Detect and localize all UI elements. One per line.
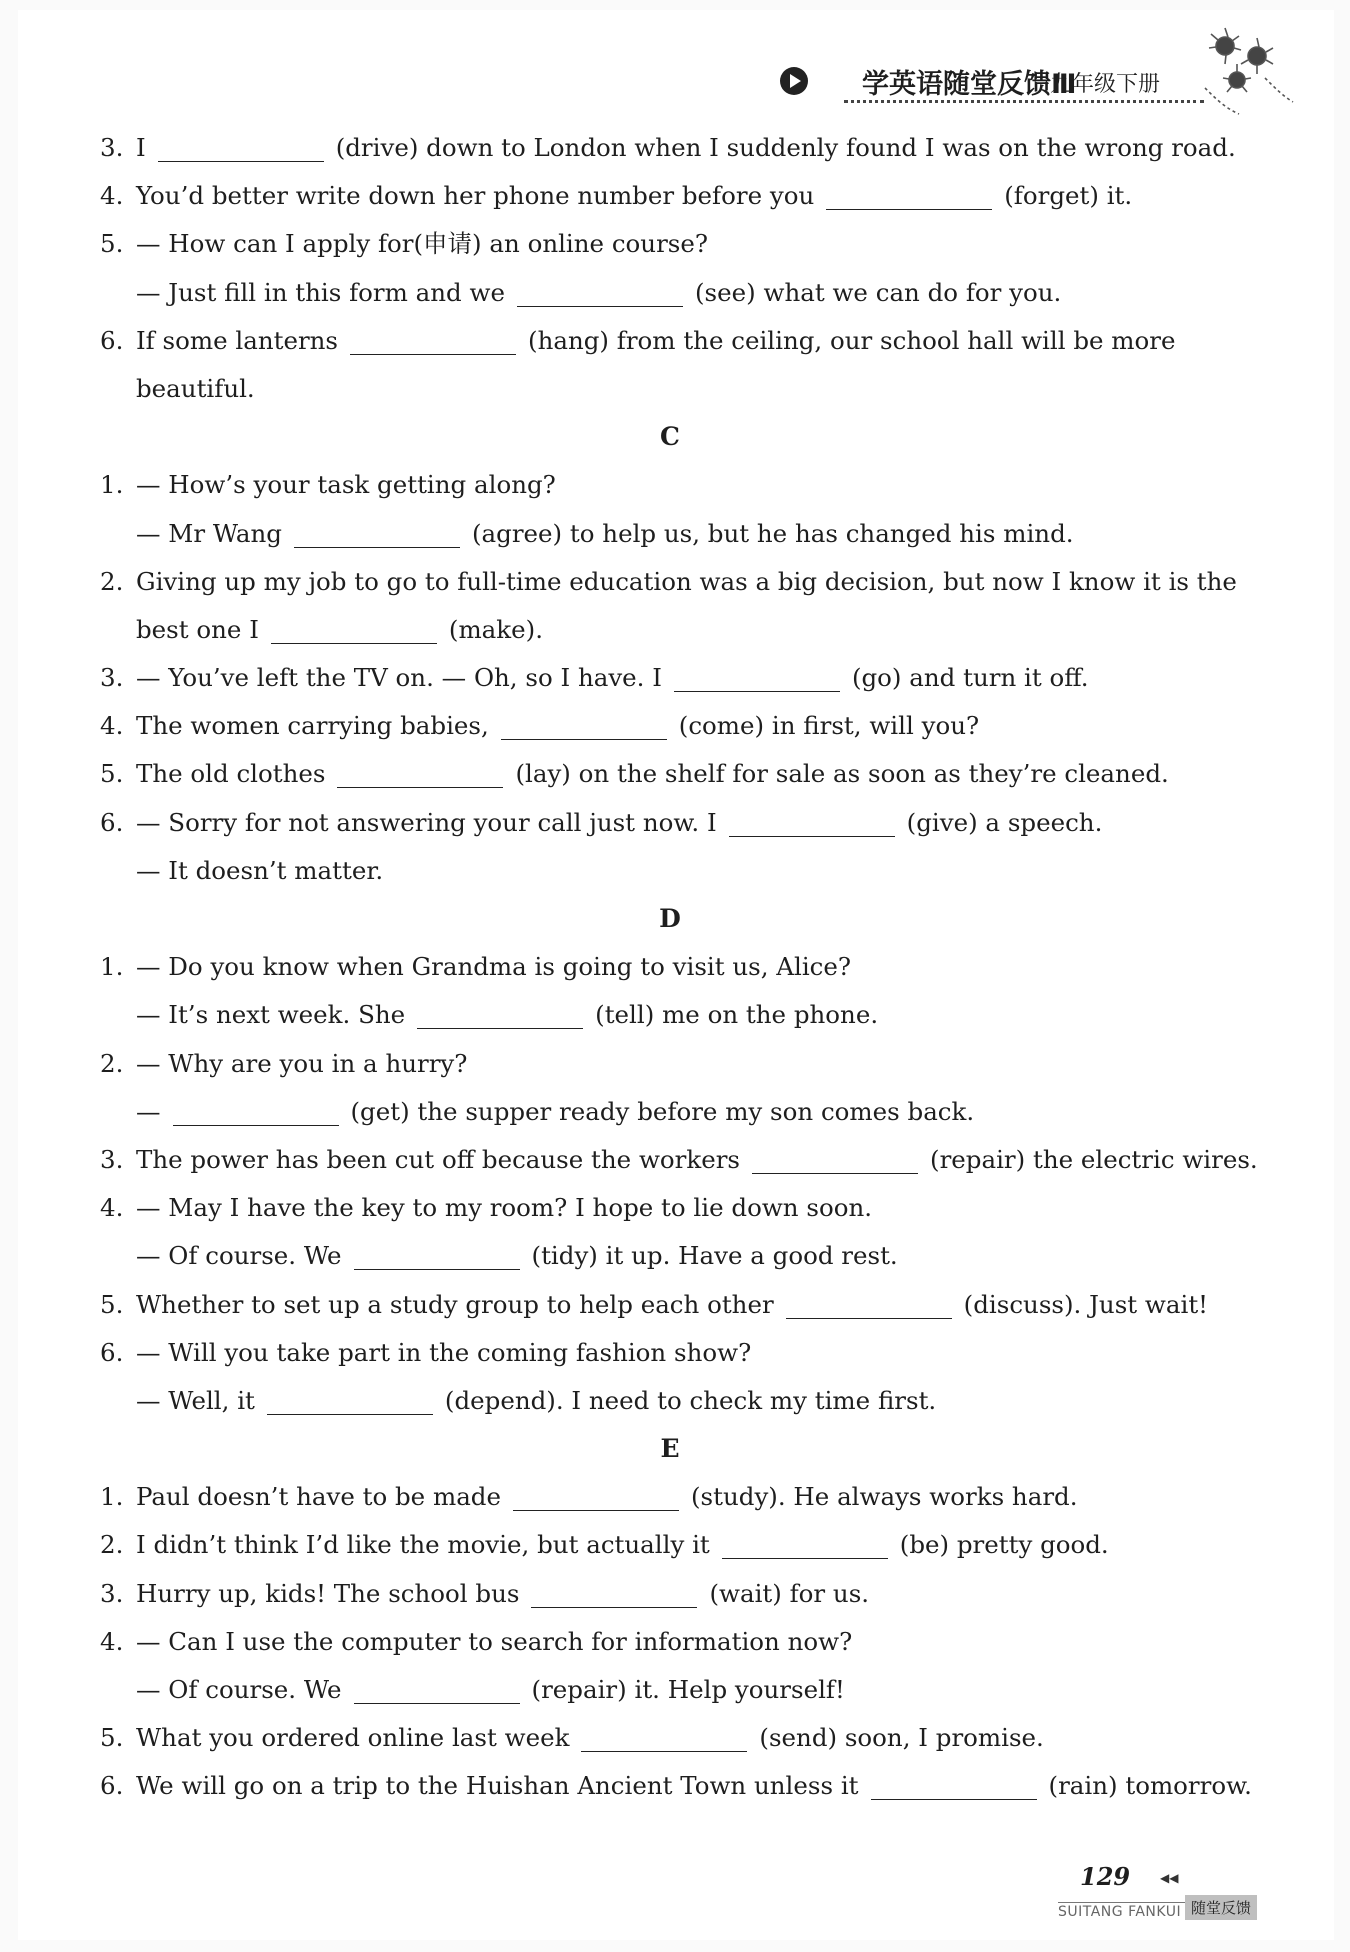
exercise-item-continuation xyxy=(100,1377,1240,1425)
answer-blank[interactable] xyxy=(674,671,840,692)
exercise-item-continuation xyxy=(100,269,1240,317)
answer-blank[interactable] xyxy=(350,334,516,355)
item-text-after-blank: (make). xyxy=(448,614,543,644)
item-number: 4. xyxy=(100,181,124,211)
page-number: 129 xyxy=(1080,1862,1131,1891)
item-number: 3. xyxy=(100,133,124,162)
item-text: — Just fill in this form and we xyxy=(136,277,505,307)
item-text-after-blank: (drive) down to London when I suddenly found I was on the wrong road. xyxy=(335,133,1236,162)
exercise-sections xyxy=(100,413,1258,1810)
answer-blank[interactable] xyxy=(354,1683,520,1704)
exercise-content xyxy=(100,124,1258,1811)
answer-blank[interactable] xyxy=(294,527,460,548)
item-number: 1. xyxy=(100,1482,124,1512)
item-text: — Of course. We xyxy=(136,1675,342,1704)
section-label: C xyxy=(660,422,680,452)
item-text: Giving up my job to go to full-time education was a big decision, but now I know it is the xyxy=(136,566,1237,596)
answer-blank[interactable] xyxy=(417,1008,583,1029)
exercise-item xyxy=(100,1136,1258,1184)
item-text-after-blank: (tell) me on the phone. xyxy=(595,1000,879,1030)
item-text: — It doesn’t matter. xyxy=(136,855,384,885)
exercise-item-continuation xyxy=(100,991,1240,1039)
item-text-after-blank: (rain) tomorrow. xyxy=(1048,1771,1252,1801)
item-number: 6. xyxy=(100,1771,124,1801)
item-text-after-blank: (discuss). Just wait! xyxy=(963,1289,1209,1319)
item-text: — Can I use the computer to search for information now? xyxy=(136,1626,853,1656)
item-text-after-blank: (hang) from the ceiling, our school hall will be more xyxy=(528,325,1176,355)
footer-pinyin: SUITANG FANKUI xyxy=(1058,1904,1182,1920)
item-text-after-blank: (go) and turn it off. xyxy=(851,663,1089,693)
exercise-item xyxy=(100,172,1240,220)
item-text-after-blank: (study). He always works hard. xyxy=(691,1482,1078,1512)
item-text: — Of course. We xyxy=(136,1241,342,1271)
item-number: 6. xyxy=(100,1337,124,1367)
exercise-item xyxy=(100,317,1240,365)
item-number: 3. xyxy=(100,663,124,693)
item-number: 5. xyxy=(100,1723,124,1753)
answer-blank[interactable] xyxy=(722,1538,888,1559)
exercise-item xyxy=(100,1329,1240,1377)
item-text: — Mr Wang xyxy=(136,518,282,548)
exercise-item xyxy=(100,1521,1240,1569)
exercise-item xyxy=(100,558,1240,606)
exercise-item-continuation xyxy=(100,1232,1240,1280)
exercise-item xyxy=(100,461,1240,509)
play-icon xyxy=(780,67,808,95)
item-text: I xyxy=(136,133,146,162)
answer-blank[interactable] xyxy=(786,1298,952,1319)
item-text: — Do you know when Grandma is going to visit us, Alice? xyxy=(136,952,852,982)
exercise-item xyxy=(100,1762,1252,1810)
item-number: 4. xyxy=(100,1626,124,1656)
item-text-after-blank: (lay) on the shelf for sale as soon as they’re cleaned. xyxy=(515,759,1169,789)
book-grade: 九年级下册 xyxy=(1050,72,1161,97)
exercise-item xyxy=(100,1473,1240,1521)
item-text-after-blank: (wait) for us. xyxy=(709,1578,870,1608)
answer-blank[interactable] xyxy=(337,767,503,788)
item-text-after-blank: (forget) it. xyxy=(1004,181,1133,211)
exercise-item-continuation xyxy=(100,847,1240,895)
item-text-after-blank: (give) a speech. xyxy=(906,807,1103,837)
exercise-item xyxy=(100,1714,1240,1762)
exercise-item xyxy=(100,1184,1240,1232)
exercise-item-continuation xyxy=(100,606,1240,654)
answer-blank[interactable] xyxy=(581,1731,747,1752)
item-text: You’d better write down her phone number before you xyxy=(136,181,815,211)
exercise-item xyxy=(100,943,1240,991)
item-text: — Why are you in a hurry? xyxy=(136,1048,468,1078)
answer-blank[interactable] xyxy=(501,719,667,740)
page-header xyxy=(780,58,1250,108)
item-text-after-blank: (repair) it. Help yourself! xyxy=(531,1675,845,1704)
item-text-after-blank: (get) the supper ready before my son comes back. xyxy=(350,1096,975,1126)
item-number: 2. xyxy=(100,566,124,596)
item-text-after-blank: (depend). I need to check my time first. xyxy=(444,1385,937,1415)
answer-blank[interactable] xyxy=(513,1490,679,1511)
item-number: 4. xyxy=(100,1193,124,1223)
exercise-item xyxy=(100,1618,1240,1666)
item-number: 1. xyxy=(100,952,124,982)
item-number: 4. xyxy=(100,711,124,741)
answer-blank[interactable] xyxy=(517,286,683,307)
item-text: — How’s your task getting along? xyxy=(136,470,556,500)
item-text: The women carrying babies, xyxy=(136,711,489,741)
item-text: — How can I apply for(申请) an online course? xyxy=(136,229,709,259)
item-text: The power has been cut off because the workers xyxy=(136,1144,741,1174)
item-text-after-blank: (tidy) it up. Have a good rest. xyxy=(531,1241,898,1271)
item-text-after-blank: (send) soon, I promise. xyxy=(759,1723,1044,1753)
item-number: 6. xyxy=(100,325,124,355)
exercise-item-continuation xyxy=(100,510,1240,558)
item-text: — xyxy=(136,1096,161,1126)
book-title: 学英语随堂反馈Ⅲ xyxy=(862,69,1077,100)
item-text: — You’ve left the TV on. — Oh, so I have. I xyxy=(136,663,662,693)
answer-blank[interactable] xyxy=(267,1394,433,1415)
answer-blank[interactable] xyxy=(354,1249,520,1270)
item-text: — Will you take part in the coming fashion show? xyxy=(136,1337,752,1367)
answer-blank[interactable] xyxy=(173,1105,339,1126)
item-text-after-blank: (agree) to help us, but he has changed his mind. xyxy=(472,518,1074,548)
item-number: 1. xyxy=(100,470,124,500)
exercise-item xyxy=(100,799,1240,847)
item-text: What you ordered online last week xyxy=(136,1723,570,1753)
item-text: best one I xyxy=(136,614,259,644)
answer-blank[interactable] xyxy=(158,141,324,162)
item-text: — It’s next week. She xyxy=(136,1000,406,1030)
item-number: 6. xyxy=(100,807,124,837)
item-number: 2. xyxy=(100,1048,124,1078)
item-text: The old clothes xyxy=(136,759,326,789)
item-text: Paul doesn’t have to be made xyxy=(136,1482,501,1512)
group-b-continued xyxy=(100,124,1240,413)
item-text-after-blank: (come) in first, will you? xyxy=(678,711,980,741)
exercise-item xyxy=(100,1040,1240,1088)
item-text: We will go on a trip to the Huishan Ancient Town unless it xyxy=(136,1771,859,1801)
exercise-item xyxy=(100,1570,1240,1618)
exercise-item-continuation xyxy=(100,1088,1240,1136)
rewind-icon: ◀◀ xyxy=(1160,1871,1179,1885)
section-label: E xyxy=(660,1434,680,1464)
item-text: — Well, it xyxy=(136,1385,255,1415)
answer-blank[interactable] xyxy=(826,189,992,210)
exercise-item xyxy=(100,1281,1240,1329)
answer-blank[interactable] xyxy=(531,1587,697,1608)
answer-blank[interactable] xyxy=(271,623,437,644)
item-number: 5. xyxy=(100,759,124,789)
item-text-after-blank: (repair) the electric wires. xyxy=(930,1144,1258,1174)
item-text: — Sorry for not answering your call just now. I xyxy=(136,807,717,837)
footer-badge: 随堂反馈 xyxy=(1185,1895,1257,1920)
item-number: 5. xyxy=(100,229,124,259)
exercise-item-continuation xyxy=(100,365,1240,413)
flower-icon xyxy=(1195,18,1305,128)
answer-blank[interactable] xyxy=(729,816,895,837)
exercise-item xyxy=(100,750,1240,798)
item-text-after-blank: (see) what we can do for you. xyxy=(695,277,1062,307)
exercise-item-continuation xyxy=(100,1666,1240,1714)
answer-blank[interactable] xyxy=(871,1779,1037,1800)
item-text: Hurry up, kids! The school bus xyxy=(136,1578,520,1608)
item-text: Whether to set up a study group to help each other xyxy=(136,1289,774,1319)
item-number: 3. xyxy=(100,1144,124,1174)
item-number: 5. xyxy=(100,1289,124,1319)
exercise-item xyxy=(100,702,1240,750)
item-number: 3. xyxy=(100,1578,124,1608)
item-number: 2. xyxy=(100,1530,124,1560)
header-dotted-rule xyxy=(844,100,1204,103)
exercise-item xyxy=(100,654,1240,702)
item-text-after-blank: (be) pretty good. xyxy=(899,1530,1109,1560)
item-text: — May I have the key to my room? I hope to lie down soon. xyxy=(136,1193,873,1223)
exercise-item xyxy=(100,220,1240,268)
item-text: If some lanterns xyxy=(136,325,339,355)
item-text: I didn’t think I’d like the movie, but actually it xyxy=(136,1530,710,1560)
item-text: beautiful. xyxy=(136,373,255,403)
exercise-item xyxy=(100,124,1240,172)
section-label: D xyxy=(659,904,681,933)
answer-blank[interactable] xyxy=(752,1153,918,1174)
